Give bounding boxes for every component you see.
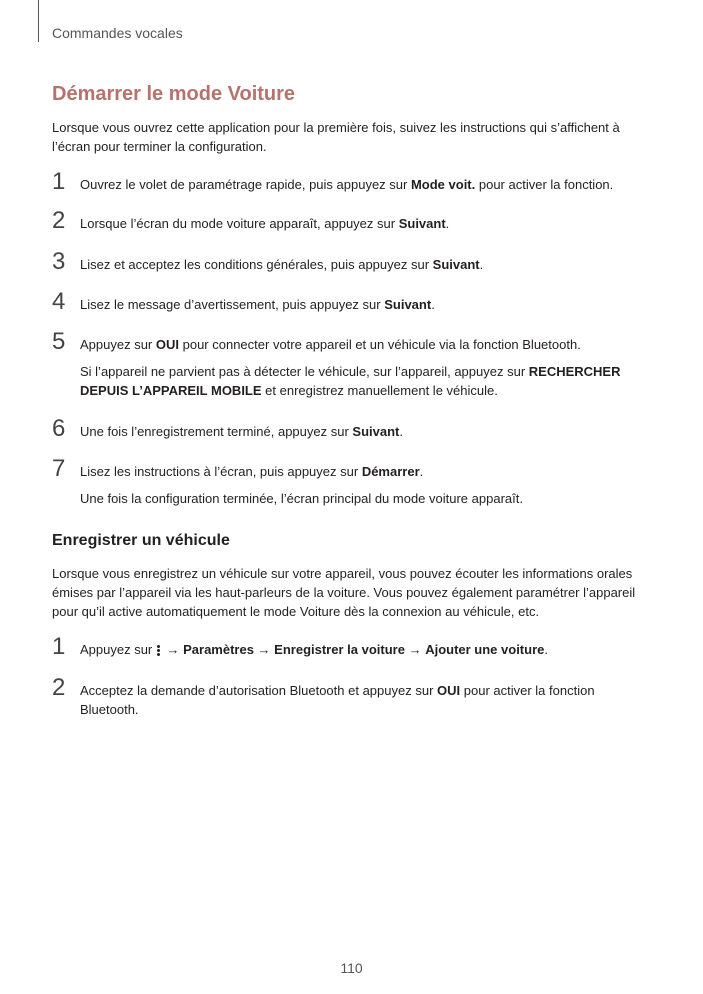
step-text: Une fois l’enregistrement terminé, appuyez sur Suivant. bbox=[80, 424, 403, 439]
step-4 bbox=[52, 288, 652, 315]
step-5 bbox=[52, 328, 652, 400]
step-3 bbox=[52, 248, 652, 275]
header-divider bbox=[38, 0, 39, 42]
step-number: 1 bbox=[52, 633, 66, 660]
subsection-title: Enregistrer un véhicule bbox=[52, 532, 230, 549]
step-number: 2 bbox=[52, 207, 66, 234]
step-2 bbox=[52, 207, 652, 234]
step-note: Si l’appareil ne parvient pas à détecter le véhicule, sur l’appareil, appuyez sur RECHERCHER DEPUIS L’APPAREIL MOBILE et enregistrez manuellement le véhicule. bbox=[80, 364, 621, 398]
step-number: 6 bbox=[52, 415, 66, 442]
step-text: Acceptez la demande d’autorisation Bluetooth et appuyez sur OUI pour activer la fonction Bluetooth. bbox=[80, 683, 595, 717]
page-number: 110 bbox=[340, 960, 363, 976]
step-number: 5 bbox=[52, 328, 66, 355]
step-text: Lisez le message d’avertissement, puis appuyez sur Suivant. bbox=[80, 297, 435, 312]
step-text: Lisez les instructions à l’écran, puis appuyez sur Démarrer. bbox=[80, 464, 424, 479]
step-number: 2 bbox=[52, 674, 66, 701]
step-number: 7 bbox=[52, 455, 66, 482]
step-number: 4 bbox=[52, 288, 66, 315]
step-text: Lisez et acceptez les conditions générales, puis appuyez sur Suivant. bbox=[80, 257, 484, 272]
step-text: Appuyez sur → Paramètres → Enregistrer la voiture → Ajouter une voiture. bbox=[80, 642, 548, 657]
page-title: Démarrer le mode Voiture bbox=[52, 83, 296, 105]
intro-paragraph: Lorsque vous ouvrez cette application pour la première fois, suivez les instructions qui s’affichent à l’écran pour terminer la configuration. bbox=[52, 120, 620, 154]
vehicle-step-1 bbox=[52, 633, 652, 660]
step-number: 1 bbox=[52, 168, 66, 195]
step-1 bbox=[52, 168, 652, 195]
step-7 bbox=[52, 455, 652, 508]
step-number: 3 bbox=[52, 248, 66, 275]
step-text: Ouvrez le volet de paramétrage rapide, puis appuyez sur Mode voit. pour activer la fonction. bbox=[80, 177, 614, 192]
step-text: Lorsque l’écran du mode voiture apparaît, appuyez sur Suivant. bbox=[80, 216, 450, 231]
step-text: Appuyez sur OUI pour connecter votre appareil et un véhicule via la fonction Bluetooth. bbox=[80, 337, 581, 352]
step-6 bbox=[52, 415, 652, 442]
vehicle-step-2 bbox=[52, 674, 652, 719]
more-options-icon bbox=[157, 644, 161, 657]
step-note: Une fois la configuration terminée, l’écran principal du mode voiture apparaît. bbox=[80, 491, 523, 506]
subsection-intro: Lorsque vous enregistrez un véhicule sur votre appareil, vous pouvez écouter les informations orales émises par l’appareil via les haut-parleurs de la voiture. Vous pouvez également paramétrer l’appareil pour qu’il active automatiquement le mode Voiture dès la connexion au véhicule, etc. bbox=[52, 566, 636, 619]
section-header: Commandes vocales bbox=[52, 25, 183, 41]
